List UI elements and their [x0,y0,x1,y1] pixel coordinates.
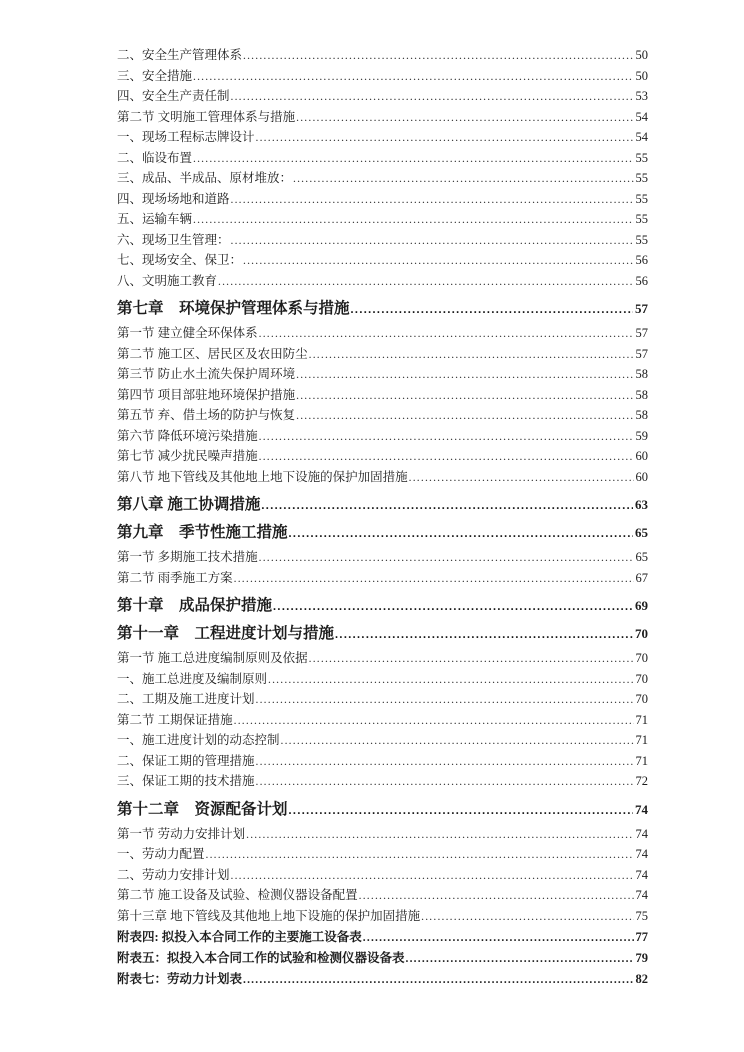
toc-entry [117,108,648,129]
dot-leader [243,969,633,990]
dot-leader [256,128,634,149]
toc-entry-page-number: 55 [635,171,648,185]
toc-entry-page-number: 54 [635,130,648,144]
toc-entry-title: 七、现场安全、保卫： [117,253,243,267]
toc-entry-title: 第二节 文明施工管理体系与措施 [117,109,296,124]
toc-entry-page-number: 50 [635,68,648,83]
toc-entry-title: 六、现场卫生管理： [117,232,230,247]
toc-entry-title: 第七章 环境保护管理体系与措施 [117,300,350,317]
toc-entry-title: 第八章 施工协调措施 [117,496,261,513]
toc-entry [117,251,648,272]
dot-leader [256,772,634,793]
toc-entry [117,169,648,190]
toc-entry-page-number: 56 [635,253,648,267]
dot-leader [231,231,634,252]
toc-entry-title: 附表四: 拟投入本合同工作的主要施工设备表 [117,930,362,944]
toc-entry-title: 一、施工总进度及编制原则 [117,671,268,686]
toc-entry-title: 第五节 弃、借土场的防护与恢复 [117,408,296,422]
dot-leader [309,345,634,366]
toc-entry [117,128,648,149]
toc-entry-title: 二、工期及施工进度计划 [117,692,255,706]
toc-entry-page-number: 70 [635,671,648,686]
dot-leader [296,386,633,407]
dot-leader [193,67,633,88]
toc-entry [117,927,648,948]
toc-entry-page-number: 55 [635,212,648,226]
dot-leader [243,46,633,67]
dot-leader [256,690,634,711]
dot-leader [193,210,633,231]
toc-entry-page-number: 74 [635,888,648,902]
dot-leader [268,670,633,691]
toc-entry [117,907,648,928]
toc-entry-page-number: 55 [635,191,648,206]
toc-entry-title: 第十二章 资源配备计划 [117,800,288,818]
toc-entry-title: 第七节 减少扰民噪声措施 [117,449,258,463]
toc-entry [117,948,648,969]
toc-entry-page-number: 67 [635,570,648,585]
table-of-contents [117,46,648,990]
dot-leader [296,365,633,386]
dot-leader [256,752,634,773]
toc-entry [117,969,648,990]
toc-entry [117,46,648,67]
toc-entry-title: 第六节 降低环境污染措施 [117,428,258,443]
toc-entry-title: 一、现场工程标志牌设计 [117,130,255,144]
toc-entry-page-number: 60 [635,449,648,463]
toc-entry [117,711,648,732]
toc-entry [117,386,648,407]
toc-entry [117,522,648,544]
dot-leader [218,272,633,293]
toc-entry-page-number: 57 [635,326,648,340]
toc-entry-page-number: 55 [635,232,648,247]
dot-leader [281,731,634,752]
toc-entry-page-number: 57 [635,346,648,361]
dot-leader [259,427,634,448]
dot-leader [359,886,634,907]
dot-leader [421,907,633,928]
toc-entry-title: 第十章 成品保护措施 [117,597,273,614]
toc-entry [117,569,648,590]
toc-entry-title: 第三节 防止水土流失保护周环境 [117,367,296,381]
toc-entry-title: 三、保证工期的技术措施 [117,774,255,788]
dot-leader [289,799,633,821]
dot-leader [409,468,634,489]
dot-leader [406,948,634,969]
toc-entry-page-number: 65 [635,525,648,540]
toc-entry-page-number: 74 [635,826,648,841]
dot-leader [259,548,634,569]
toc-entry-page-number: 77 [635,930,648,944]
toc-entry-page-number: 70 [635,692,648,706]
toc-entry [117,298,648,320]
toc-entry [117,670,648,691]
toc-entry-title: 第一节 施工总进度编制原则及依据 [117,651,308,665]
dot-leader [246,825,633,846]
toc-entry-page-number: 60 [635,469,648,484]
toc-entry [117,548,648,569]
dot-leader [193,149,633,170]
toc-entry-page-number: 53 [635,89,648,103]
toc-entry-title: 四、安全生产责任制 [117,89,230,103]
dot-leader [293,169,633,190]
toc-entry-page-number: 70 [635,626,648,641]
toc-entry-page-number: 57 [635,301,648,316]
toc-entry [117,595,648,617]
toc-entry-page-number: 74 [635,847,648,861]
toc-entry-page-number: 55 [635,150,648,165]
toc-entry [117,447,648,468]
toc-entry-title: 第一节 建立健全环保体系 [117,326,258,340]
toc-entry [117,866,648,887]
toc-entry [117,67,648,88]
toc-entry-title: 八、文明施工教育 [117,273,218,288]
toc-entry [117,825,648,846]
dot-leader [259,324,634,345]
toc-entry [117,649,648,670]
toc-entry-title: 第十三章 地下管线及其他地上地下设施的保护加固措施 [117,908,421,923]
toc-entry-title: 附表七：劳动力计划表 [117,972,243,986]
dot-leader [206,845,634,866]
toc-entry-title: 第九章 季节性施工措施 [117,524,288,541]
toc-entry-title: 第二节 工期保证措施 [117,712,233,727]
toc-entry [117,772,648,793]
dot-leader [351,298,633,320]
toc-entry-title: 三、成品、半成品、原材堆放： [117,171,293,185]
dot-leader [363,927,634,948]
toc-entry-page-number: 74 [635,801,648,817]
toc-entry-title: 五、运输车辆 [117,212,193,226]
toc-entry [117,149,648,170]
dot-leader [289,522,633,544]
toc-entry-page-number: 59 [635,428,648,443]
toc-entry-title: 第一节 劳动力安排计划 [117,826,246,841]
toc-entry-title: 二、保证工期的管理措施 [117,753,255,768]
toc-entry [117,731,648,752]
toc-entry-page-number: 50 [635,48,648,62]
toc-entry [117,845,648,866]
toc-entry-page-number: 79 [635,951,648,965]
toc-entry-page-number: 74 [635,867,648,882]
dot-leader [261,494,633,516]
toc-entry-title: 第四节 项目部驻地环境保护措施 [117,387,296,402]
toc-entry [117,690,648,711]
toc-entry-page-number: 75 [635,908,648,923]
toc-entry-title: 附表五：拟投入本合同工作的试验和检测仪器设备表 [117,951,405,965]
toc-entry-title: 二、临设布置 [117,150,193,165]
toc-entry [117,752,648,773]
dot-leader [296,108,633,129]
toc-entry-page-number: 71 [635,753,648,768]
toc-entry-page-number: 82 [635,972,648,986]
dot-leader [296,406,633,427]
toc-entry [117,272,648,293]
dot-leader [273,595,633,617]
toc-entry-title: 二、劳动力安排计划 [117,867,230,882]
toc-entry [117,799,648,821]
dot-leader [231,866,634,887]
dot-leader [259,447,634,468]
toc-entry-title: 第二节 雨季施工方案 [117,570,233,585]
toc-entry-page-number: 71 [635,733,648,747]
toc-entry-page-number: 58 [635,387,648,402]
dot-leader [309,649,634,670]
toc-entry-page-number: 71 [635,712,648,727]
toc-entry [117,365,648,386]
toc-entry-title: 第十一章 工程进度计划与措施 [117,625,335,642]
toc-entry-page-number: 56 [635,273,648,288]
toc-entry-page-number: 72 [635,774,648,788]
toc-entry [117,345,648,366]
toc-entry-title: 一、施工进度计划的动态控制 [117,733,280,747]
toc-entry-page-number: 63 [635,497,648,512]
dot-leader [231,87,634,108]
dot-leader [231,190,634,211]
toc-entry-title: 一、劳动力配置 [117,847,205,861]
toc-entry [117,494,648,516]
toc-entry [117,324,648,345]
dot-leader [335,623,633,645]
toc-entry-title: 三、安全措施 [117,68,193,83]
toc-entry [117,468,648,489]
toc-entry [117,406,648,427]
toc-entry-title: 四、现场场地和道路 [117,191,230,206]
toc-entry [117,427,648,448]
dot-leader [243,251,633,272]
toc-entry-page-number: 65 [635,550,648,564]
toc-entry-title: 二、安全生产管理体系 [117,48,243,62]
toc-entry-title: 第八节 地下管线及其他地上地下设施的保护加固措施 [117,469,408,484]
toc-entry [117,231,648,252]
toc-entry-page-number: 54 [635,109,648,124]
toc-entry-page-number: 69 [635,598,648,613]
toc-entry [117,886,648,907]
toc-entry [117,190,648,211]
toc-entry [117,623,648,645]
dot-leader [234,569,634,590]
dot-leader [234,711,634,732]
toc-entry-page-number: 70 [635,651,648,665]
toc-entry-title: 第二节 施工设备及试验、检测仪器设备配置 [117,888,358,902]
toc-entry-page-number: 58 [635,367,648,381]
toc-entry-title: 第二节 施工区、居民区及农田防尘 [117,346,308,361]
toc-entry [117,87,648,108]
toc-entry-page-number: 58 [635,408,648,422]
toc-entry-title: 第一节 多期施工技术措施 [117,550,258,564]
toc-entry [117,210,648,231]
